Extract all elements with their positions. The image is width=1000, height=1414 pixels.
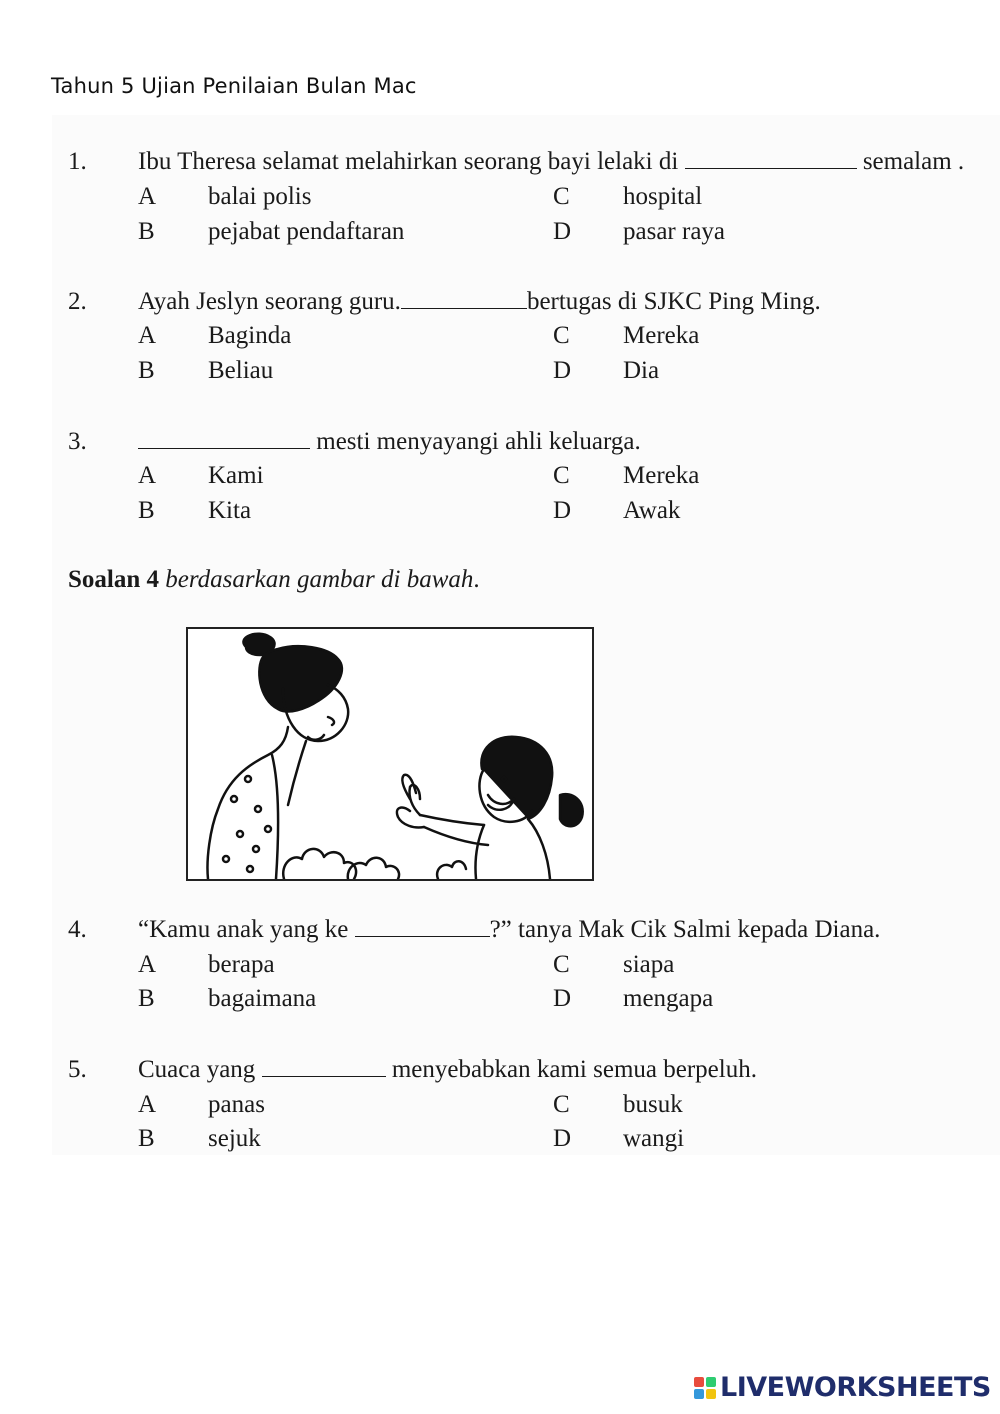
option-text: Beliau [208, 357, 274, 384]
option-text: Kami [208, 462, 264, 489]
stem-after: menyebabkan kami semua berpeluh. [391, 1056, 757, 1083]
stem-before: Ayah Jeslyn seorang guru. [138, 288, 401, 315]
question-stem [138, 915, 880, 945]
stem-after: semalam . [862, 148, 965, 175]
instruction-italic: berdasarkan gambar di bawah [165, 566, 474, 593]
answer-blank[interactable] [262, 1056, 386, 1077]
stem-after: mesti menyayangi ahli keluarga. [316, 428, 641, 455]
question-stem [138, 287, 821, 317]
stem-before: Cuaca yang [138, 1056, 256, 1083]
option-letter: C [553, 1091, 570, 1118]
answer-blank[interactable] [355, 916, 490, 937]
question-number: 5. [68, 1056, 87, 1083]
option-text: hospital [623, 183, 703, 210]
option-text: pejabat pendaftaran [208, 218, 405, 245]
woman-and-girl-illustration [186, 627, 594, 881]
option-text: busuk [623, 1091, 683, 1118]
question-number: 1. [68, 148, 87, 175]
option-letter: C [553, 462, 570, 489]
answer-blank[interactable] [685, 148, 857, 169]
question-stem [138, 427, 641, 457]
option-letter: A [138, 322, 157, 349]
option-letter: C [553, 322, 570, 349]
option-text: Mereka [623, 462, 700, 489]
option-text: Dia [623, 357, 660, 384]
option-letter: B [138, 218, 155, 245]
liveworksheets-brand[interactable] [694, 1372, 991, 1403]
option-text: Baginda [208, 322, 292, 349]
option-letter: A [138, 951, 157, 978]
option-text: Kita [208, 497, 252, 524]
answer-blank[interactable] [401, 288, 527, 309]
option-letter: D [553, 218, 572, 245]
soalan-4-instruction [68, 566, 480, 594]
brand-name: LIVEWORKSHEETS [720, 1372, 991, 1403]
option-text: Awak [623, 497, 681, 524]
option-letter: A [138, 1091, 157, 1118]
option-text: sejuk [208, 1125, 261, 1152]
stem-after: ?” tanya Mak Cik Salmi kepada Diana. [489, 916, 881, 943]
page-title: Tahun 5 Ujian Penilaian Bulan Mac [51, 74, 417, 98]
option-letter: A [138, 183, 157, 210]
stem-after: bertugas di SJKC Ping Ming. [526, 288, 821, 315]
option-text: pasar raya [623, 218, 726, 245]
question-stem [138, 147, 964, 177]
option-letter: D [553, 357, 572, 384]
option-letter: C [553, 183, 570, 210]
answer-blank[interactable] [138, 428, 310, 449]
option-text: wangi [623, 1125, 685, 1152]
question-number: 4. [68, 916, 87, 943]
instruction-bold: Soalan 4 [68, 566, 160, 593]
option-text: mengapa [623, 985, 714, 1012]
option-letter: D [553, 985, 572, 1012]
option-text: berapa [208, 951, 275, 978]
question-number: 3. [68, 428, 87, 455]
option-text: bagaimana [208, 985, 317, 1012]
option-letter: B [138, 1125, 155, 1152]
option-letter: B [138, 497, 155, 524]
option-text: balai polis [208, 183, 312, 210]
option-text: Mereka [623, 322, 700, 349]
option-letter: C [553, 951, 570, 978]
instruction-end: . [473, 566, 480, 593]
question-stem [138, 1055, 757, 1085]
liveworksheets-logo-icon [694, 1377, 716, 1399]
option-letter: B [138, 357, 155, 384]
question-number: 2. [68, 288, 87, 315]
option-letter: D [553, 1125, 572, 1152]
option-letter: D [553, 497, 572, 524]
option-text: siapa [623, 951, 675, 978]
option-text: panas [208, 1091, 265, 1118]
stem-before: Ibu Theresa selamat melahirkan seorang bayi lelaki di [138, 148, 679, 175]
stem-before: “Kamu anak yang ke [138, 916, 349, 943]
option-letter: A [138, 462, 157, 489]
option-letter: B [138, 985, 155, 1012]
